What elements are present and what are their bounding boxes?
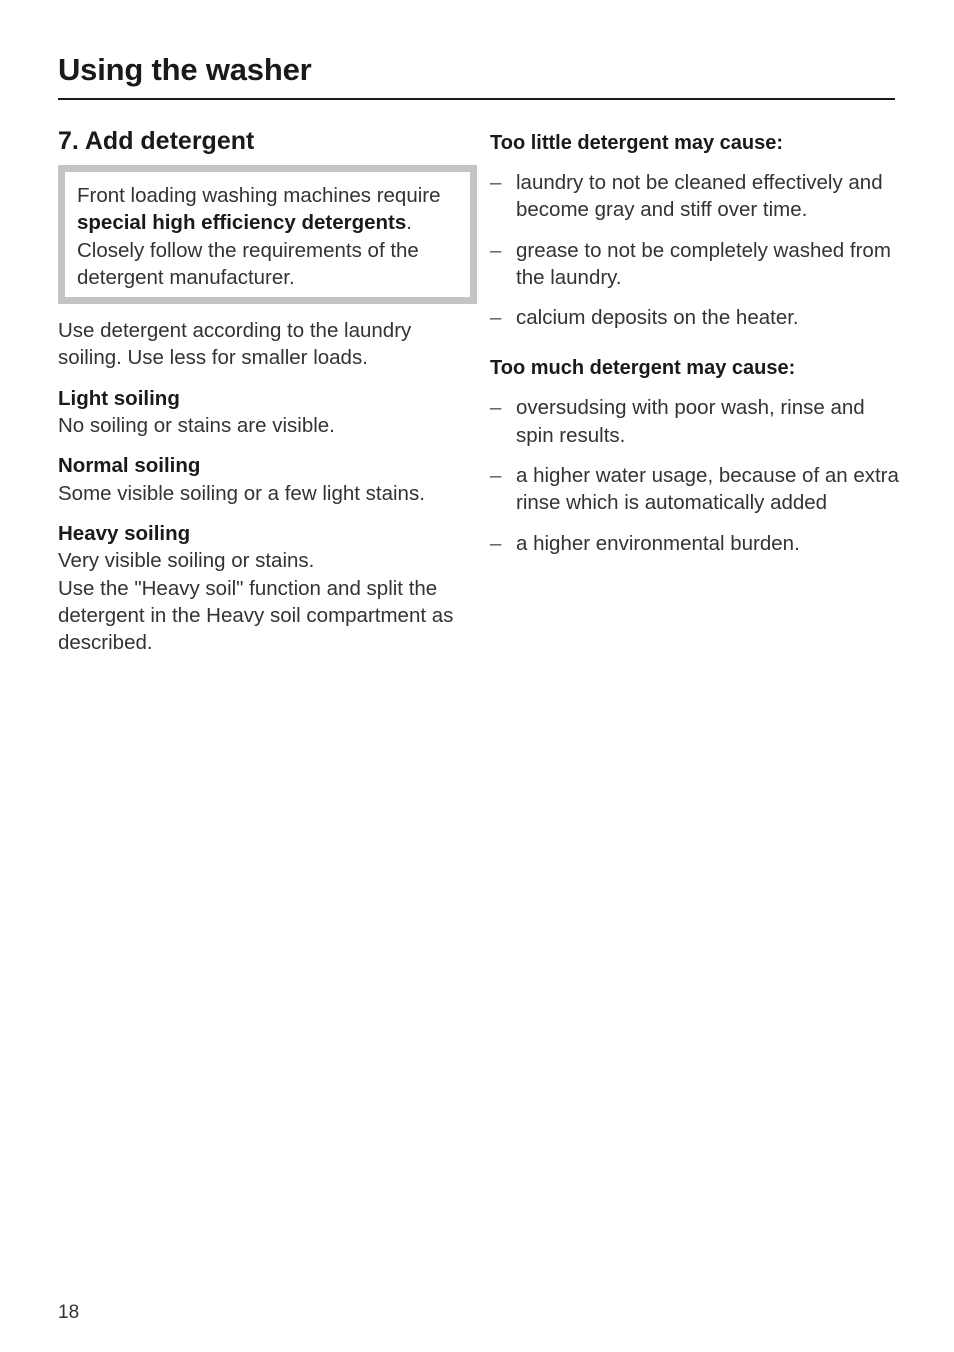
- section-title: 7. Add detergent: [58, 127, 255, 155]
- light-soiling-block: [58, 385, 464, 440]
- note-text-emphasis: special high efficiency detergents: [77, 211, 407, 235]
- dash-marker: –: [490, 171, 502, 194]
- list-item-text: grease to not be completely washed from the laundry.: [516, 238, 891, 289]
- list-item-text: a higher water usage, because of an extra rinse which is automatically added: [516, 464, 899, 515]
- page-title: Using the washer: [58, 52, 312, 87]
- too-much-heading: Too much detergent may cause:: [490, 357, 796, 380]
- light-soiling-text: No soiling or stains are visible.: [58, 414, 335, 438]
- intro-paragraph: Use detergent according to the laundry soiling. Use less for smaller loads.: [58, 319, 412, 370]
- dash-marker: –: [490, 396, 502, 420]
- light-soiling-heading: Light soiling: [58, 386, 180, 410]
- too-little-heading: Too little detergent may cause:: [490, 132, 784, 154]
- note-box: [58, 165, 477, 304]
- too-little-list: [490, 169, 900, 331]
- list-item-text: a higher environmental burden.: [516, 531, 800, 555]
- list-item-text: oversudsing with poor wash, rinse and spin results.: [516, 396, 865, 447]
- title-divider: [58, 98, 895, 100]
- normal-soiling-block: [58, 452, 464, 507]
- heavy-soiling-instruction: Use the "Heavy soil" function and split the detergent in the Heavy soil compartment as described.: [58, 576, 454, 655]
- list-item: [490, 394, 900, 449]
- list-item: [490, 237, 900, 292]
- list-item: [490, 530, 900, 557]
- page-number: 18: [58, 1302, 80, 1323]
- right-column: [490, 128, 900, 557]
- note-text-part2: . Closely follow the requirements of the detergent manufacturer.: [77, 211, 419, 289]
- normal-soiling-text: Some visible soiling or a few light stains.: [58, 481, 425, 505]
- left-column: [58, 122, 464, 656]
- note-text-part1: Front loading washing machines require: [77, 184, 441, 207]
- normal-soiling-heading: Normal soiling: [58, 454, 201, 478]
- heavy-soiling-block: [58, 520, 464, 656]
- heavy-soiling-text: Very visible soiling or stains.: [58, 549, 315, 573]
- dash-marker: –: [490, 531, 502, 555]
- list-item-text: calcium deposits on the heater.: [516, 306, 799, 330]
- list-item: [490, 304, 900, 331]
- list-item-text: laundry to not be cleaned effectively and become gray and stiff over time.: [516, 171, 883, 222]
- list-item: [490, 462, 900, 517]
- dash-marker: –: [490, 238, 502, 262]
- heavy-soiling-heading: Heavy soiling: [58, 521, 191, 545]
- too-much-list: [490, 394, 900, 556]
- note-text: [77, 182, 458, 291]
- dash-marker: –: [490, 306, 502, 330]
- list-item: [490, 169, 900, 224]
- dash-marker: –: [490, 464, 502, 488]
